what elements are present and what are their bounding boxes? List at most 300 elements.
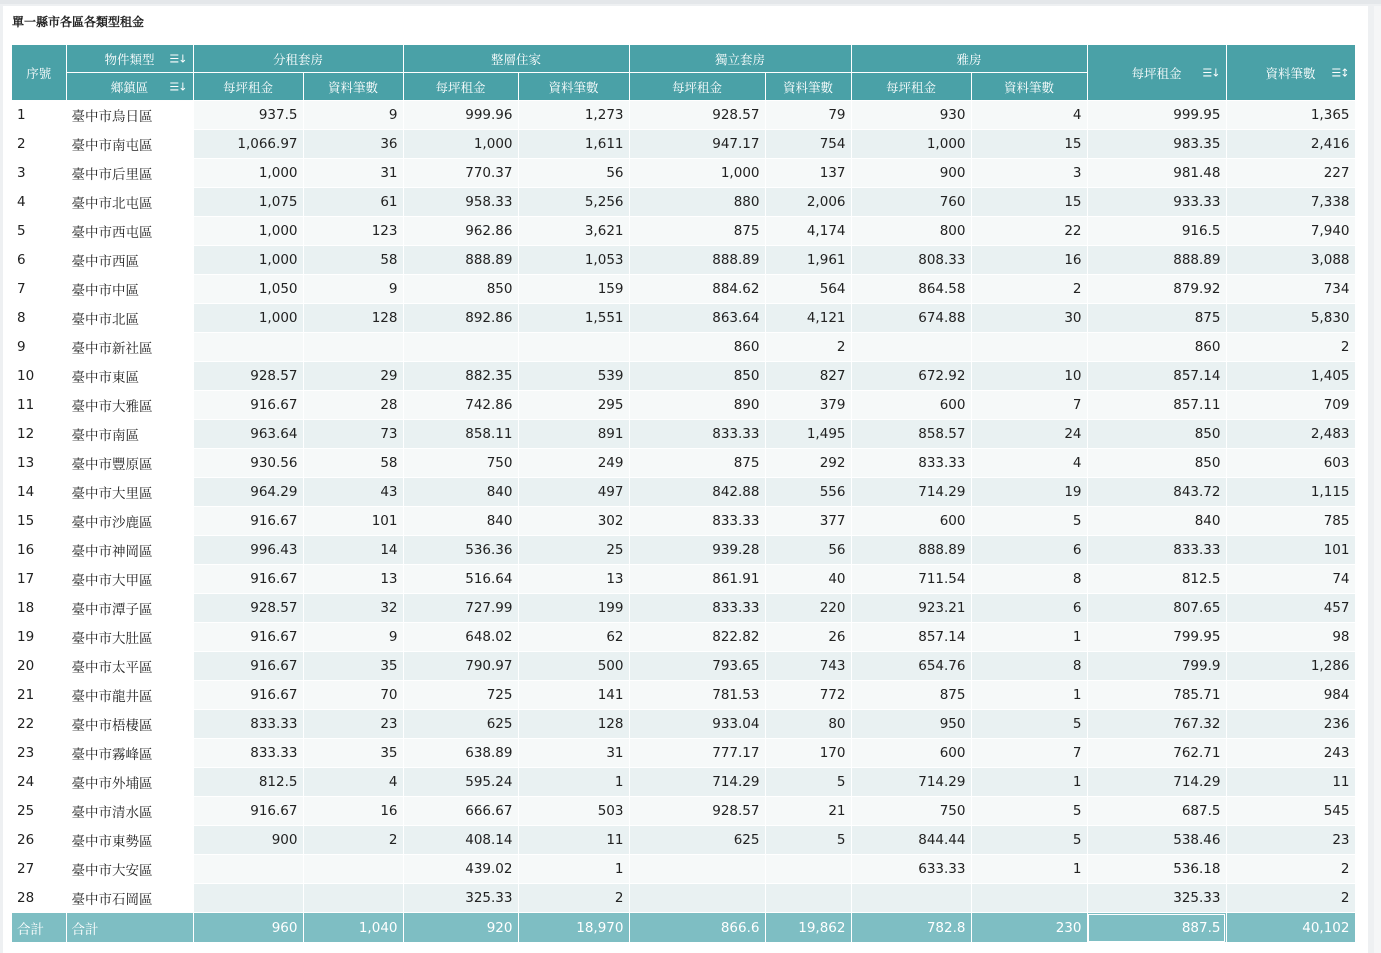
value-cell: 633.33	[851, 855, 971, 884]
district-cell: 臺中市南區	[66, 420, 193, 449]
value-cell: 539	[518, 362, 629, 391]
value-cell: 937.5	[193, 101, 303, 130]
value-cell: 7,940	[1226, 217, 1355, 246]
value-cell: 750	[403, 449, 518, 478]
value-cell: 923.21	[851, 594, 971, 623]
sort-icon[interactable]: ☰↓	[169, 80, 187, 93]
row-index-cell: 17	[12, 565, 66, 594]
value-cell: 2	[765, 333, 851, 362]
value-cell: 772	[765, 681, 851, 710]
value-cell: 864.58	[851, 275, 971, 304]
value-cell: 4,121	[765, 304, 851, 333]
value-cell	[303, 884, 403, 913]
table-row[interactable]	[12, 101, 1355, 130]
value-cell: 6	[971, 536, 1087, 565]
value-cell: 916.67	[193, 797, 303, 826]
report-card	[3, 6, 1368, 953]
value-cell: 638.89	[403, 739, 518, 768]
value-cell: 600	[851, 391, 971, 420]
value-cell: 439.02	[403, 855, 518, 884]
value-cell: 950	[851, 710, 971, 739]
value-cell: 930	[851, 101, 971, 130]
row-index-cell: 21	[12, 681, 66, 710]
value-cell	[193, 855, 303, 884]
value-cell: 302	[518, 507, 629, 536]
value-cell: 833.33	[629, 594, 765, 623]
row-index-cell: 6	[12, 246, 66, 275]
value-cell: 762.71	[1087, 739, 1226, 768]
value-cell: 14	[303, 536, 403, 565]
row-index-cell: 合計	[12, 913, 66, 943]
header-district[interactable]: 鄉鎮區 ☰↓	[66, 73, 193, 101]
row-index-cell: 1	[12, 101, 66, 130]
value-cell: 516.64	[403, 565, 518, 594]
value-cell: 1,551	[518, 304, 629, 333]
value-cell: 888.89	[403, 246, 518, 275]
table-header	[12, 45, 1355, 101]
row-index-cell: 9	[12, 333, 66, 362]
value-cell: 13	[518, 565, 629, 594]
value-cell: 1,000	[193, 304, 303, 333]
district-cell: 臺中市潭子區	[66, 594, 193, 623]
value-cell: 79	[765, 101, 851, 130]
district-cell: 臺中市西區	[66, 246, 193, 275]
value-cell: 2	[1226, 884, 1355, 913]
value-cell: 875	[629, 449, 765, 478]
district-cell: 臺中市東區	[66, 362, 193, 391]
header-total-rent[interactable]: 每坪租金 ☰↓	[1087, 45, 1226, 101]
value-cell: 1,050	[193, 275, 303, 304]
value-cell: 875	[629, 217, 765, 246]
value-cell: 325.33	[403, 884, 518, 913]
value-cell: 880	[629, 188, 765, 217]
row-index-cell: 20	[12, 652, 66, 681]
value-cell	[851, 884, 971, 913]
value-cell: 2,483	[1226, 420, 1355, 449]
value-cell: 2	[1226, 855, 1355, 884]
value-cell	[193, 333, 303, 362]
header-index: 序號	[12, 45, 66, 101]
table-row[interactable]	[12, 217, 1355, 246]
value-cell: 5	[971, 507, 1087, 536]
value-cell: 9	[303, 101, 403, 130]
total-row	[12, 913, 1355, 943]
value-cell: 1,495	[765, 420, 851, 449]
value-cell: 858.57	[851, 420, 971, 449]
value-cell: 1,000	[851, 130, 971, 159]
value-cell: 785	[1226, 507, 1355, 536]
value-cell	[303, 855, 403, 884]
value-cell: 13	[303, 565, 403, 594]
value-cell: 73	[303, 420, 403, 449]
value-cell: 23	[1226, 826, 1355, 855]
value-cell: 457	[1226, 594, 1355, 623]
value-cell: 884.62	[629, 275, 765, 304]
value-cell: 56	[518, 159, 629, 188]
value-cell: 840	[1087, 507, 1226, 536]
district-cell: 臺中市南屯區	[66, 130, 193, 159]
table-row[interactable]	[12, 391, 1355, 420]
value-cell: 833.33	[629, 420, 765, 449]
value-cell: 4,174	[765, 217, 851, 246]
value-cell: 8	[971, 652, 1087, 681]
value-cell: 916.67	[193, 507, 303, 536]
value-cell: 833.33	[851, 449, 971, 478]
value-cell: 1	[971, 681, 1087, 710]
value-cell: 916.67	[193, 565, 303, 594]
value-cell: 887.5	[1087, 913, 1226, 943]
value-cell: 916.5	[1087, 217, 1226, 246]
subheader-count: 資料筆數	[518, 73, 629, 101]
value-cell: 5,830	[1226, 304, 1355, 333]
value-cell: 920	[403, 913, 518, 943]
value-cell: 857.14	[1087, 362, 1226, 391]
value-cell: 236	[1226, 710, 1355, 739]
district-cell: 臺中市龍井區	[66, 681, 193, 710]
value-cell: 7,338	[1226, 188, 1355, 217]
header-total-count[interactable]: 資料筆數 ☰↕	[1226, 45, 1355, 101]
value-cell: 379	[765, 391, 851, 420]
table-row[interactable]	[12, 710, 1355, 739]
district-cell: 臺中市太平區	[66, 652, 193, 681]
value-cell: 900	[851, 159, 971, 188]
value-cell: 891	[518, 420, 629, 449]
value-cell: 16	[303, 797, 403, 826]
value-cell: 857.11	[1087, 391, 1226, 420]
value-cell: 799.9	[1087, 652, 1226, 681]
district-cell: 臺中市北區	[66, 304, 193, 333]
value-cell: 800	[851, 217, 971, 246]
value-cell: 2	[518, 884, 629, 913]
value-cell: 564	[765, 275, 851, 304]
district-cell: 臺中市新社區	[66, 333, 193, 362]
value-cell: 123	[303, 217, 403, 246]
value-cell	[765, 884, 851, 913]
table-row[interactable]	[12, 304, 1355, 333]
value-cell: 29	[303, 362, 403, 391]
table-row[interactable]	[12, 159, 1355, 188]
value-cell: 981.48	[1087, 159, 1226, 188]
value-cell: 23	[303, 710, 403, 739]
value-cell: 30	[971, 304, 1087, 333]
value-cell: 538.46	[1087, 826, 1226, 855]
value-cell: 928.57	[193, 594, 303, 623]
value-cell: 648.02	[403, 623, 518, 652]
value-cell: 790.97	[403, 652, 518, 681]
value-cell	[303, 333, 403, 362]
value-cell: 858.11	[403, 420, 518, 449]
row-index-cell: 7	[12, 275, 66, 304]
value-cell: 857.14	[851, 623, 971, 652]
value-cell: 2	[1226, 333, 1355, 362]
value-cell: 2,006	[765, 188, 851, 217]
value-cell: 782.8	[851, 913, 971, 943]
table-row[interactable]	[12, 884, 1355, 913]
rent-table	[12, 45, 1356, 943]
value-cell: 1,405	[1226, 362, 1355, 391]
value-cell: 882.35	[403, 362, 518, 391]
value-cell: 2	[971, 275, 1087, 304]
value-cell: 5	[971, 710, 1087, 739]
value-cell: 840	[403, 507, 518, 536]
value-cell	[403, 333, 518, 362]
value-cell: 5	[765, 826, 851, 855]
value-cell: 654.76	[851, 652, 971, 681]
value-cell: 767.32	[1087, 710, 1226, 739]
table-row[interactable]	[12, 739, 1355, 768]
table-row[interactable]	[12, 130, 1355, 159]
value-cell: 930.56	[193, 449, 303, 478]
value-cell: 61	[303, 188, 403, 217]
district-cell: 臺中市石岡區	[66, 884, 193, 913]
table-row[interactable]	[12, 246, 1355, 275]
value-cell: 43	[303, 478, 403, 507]
row-index-cell: 25	[12, 797, 66, 826]
value-cell: 70	[303, 681, 403, 710]
sort-icon[interactable]: ☰↓	[169, 52, 187, 65]
value-cell: 711.54	[851, 565, 971, 594]
value-cell: 860	[1087, 333, 1226, 362]
value-cell: 674.88	[851, 304, 971, 333]
value-cell: 24	[971, 420, 1087, 449]
table-row[interactable]	[12, 188, 1355, 217]
value-cell: 295	[518, 391, 629, 420]
value-cell: 777.17	[629, 739, 765, 768]
table-row[interactable]	[12, 855, 1355, 884]
value-cell: 860	[629, 333, 765, 362]
value-cell: 863.64	[629, 304, 765, 333]
value-cell: 850	[1087, 420, 1226, 449]
value-cell: 19	[971, 478, 1087, 507]
district-cell: 臺中市梧棲區	[66, 710, 193, 739]
subheader-rent: 每坪租金	[193, 73, 303, 101]
value-cell: 325.33	[1087, 884, 1226, 913]
value-cell: 7	[971, 391, 1087, 420]
value-cell: 725	[403, 681, 518, 710]
value-cell: 3	[971, 159, 1087, 188]
value-cell: 1,273	[518, 101, 629, 130]
value-cell: 32	[303, 594, 403, 623]
value-cell: 625	[629, 826, 765, 855]
district-cell: 臺中市大里區	[66, 478, 193, 507]
value-cell: 1	[971, 768, 1087, 797]
value-cell: 983.35	[1087, 130, 1226, 159]
value-cell: 916.67	[193, 623, 303, 652]
value-cell: 4	[971, 101, 1087, 130]
header-type[interactable]: 物件類型 ☰↓	[66, 45, 193, 73]
table-row[interactable]	[12, 768, 1355, 797]
value-cell: 545	[1226, 797, 1355, 826]
value-cell: 5	[971, 797, 1087, 826]
district-cell: 臺中市霧峰區	[66, 739, 193, 768]
value-cell: 833.33	[193, 739, 303, 768]
table-row[interactable]	[12, 507, 1355, 536]
value-cell: 822.82	[629, 623, 765, 652]
value-cell: 892.86	[403, 304, 518, 333]
value-cell: 1,961	[765, 246, 851, 275]
table-row[interactable]	[12, 275, 1355, 304]
value-cell: 62	[518, 623, 629, 652]
value-cell: 933.04	[629, 710, 765, 739]
value-cell: 879.92	[1087, 275, 1226, 304]
table-row[interactable]	[12, 826, 1355, 855]
value-cell: 844.44	[851, 826, 971, 855]
value-cell: 812.5	[193, 768, 303, 797]
value-cell: 714.29	[851, 768, 971, 797]
value-cell: 600	[851, 739, 971, 768]
row-index-cell: 2	[12, 130, 66, 159]
value-cell: 220	[765, 594, 851, 623]
sort-icon[interactable]: ☰↓	[1202, 66, 1220, 79]
value-cell: 2	[303, 826, 403, 855]
value-cell: 916.67	[193, 652, 303, 681]
value-cell: 808.33	[851, 246, 971, 275]
value-cell: 98	[1226, 623, 1355, 652]
value-cell: 243	[1226, 739, 1355, 768]
value-cell: 101	[1226, 536, 1355, 565]
scrollbar[interactable]	[1374, 6, 1381, 953]
value-cell: 850	[1087, 449, 1226, 478]
subheader-count: 資料筆數	[303, 73, 403, 101]
value-cell: 888.89	[851, 536, 971, 565]
table-row[interactable]	[12, 536, 1355, 565]
value-cell: 963.64	[193, 420, 303, 449]
header-group-shared-suite: 分租套房	[193, 45, 403, 73]
district-cell: 臺中市后里區	[66, 159, 193, 188]
value-cell: 850	[403, 275, 518, 304]
report-title: 單一縣市各區各類型租金	[12, 15, 145, 29]
table-row[interactable]	[12, 652, 1355, 681]
value-cell: 960	[193, 913, 303, 943]
value-cell: 962.86	[403, 217, 518, 246]
value-cell	[971, 333, 1087, 362]
district-cell: 臺中市西屯區	[66, 217, 193, 246]
value-cell: 199	[518, 594, 629, 623]
value-cell: 4	[971, 449, 1087, 478]
value-cell: 812.5	[1087, 565, 1226, 594]
row-index-cell: 24	[12, 768, 66, 797]
value-cell	[765, 855, 851, 884]
value-cell: 947.17	[629, 130, 765, 159]
value-cell: 35	[303, 652, 403, 681]
value-cell: 7	[971, 739, 1087, 768]
value-cell	[971, 884, 1087, 913]
value-cell: 58	[303, 246, 403, 275]
value-cell: 793.65	[629, 652, 765, 681]
district-cell: 臺中市烏日區	[66, 101, 193, 130]
value-cell: 35	[303, 739, 403, 768]
district-cell: 臺中市北屯區	[66, 188, 193, 217]
value-cell: 28	[303, 391, 403, 420]
table-row[interactable]	[12, 333, 1355, 362]
value-cell: 833.33	[1087, 536, 1226, 565]
value-cell: 875	[1087, 304, 1226, 333]
value-cell: 595.24	[403, 768, 518, 797]
value-cell: 5,256	[518, 188, 629, 217]
value-cell: 25	[518, 536, 629, 565]
value-cell	[193, 884, 303, 913]
row-index-cell: 15	[12, 507, 66, 536]
value-cell: 807.65	[1087, 594, 1226, 623]
table-row[interactable]	[12, 623, 1355, 652]
value-cell: 1	[518, 855, 629, 884]
value-cell: 4	[303, 768, 403, 797]
value-cell: 939.28	[629, 536, 765, 565]
value-cell: 21	[765, 797, 851, 826]
value-cell: 536.18	[1087, 855, 1226, 884]
header-group-room: 雅房	[851, 45, 1087, 73]
value-cell: 22	[971, 217, 1087, 246]
district-cell: 臺中市東勢區	[66, 826, 193, 855]
value-cell: 843.72	[1087, 478, 1226, 507]
district-cell: 臺中市大肚區	[66, 623, 193, 652]
table-row[interactable]	[12, 420, 1355, 449]
value-cell: 999.95	[1087, 101, 1226, 130]
row-index-cell: 4	[12, 188, 66, 217]
value-cell: 916.67	[193, 391, 303, 420]
value-cell: 714.29	[851, 478, 971, 507]
table-row[interactable]	[12, 449, 1355, 478]
subheader-count: 資料筆數	[971, 73, 1087, 101]
row-index-cell: 22	[12, 710, 66, 739]
district-cell: 臺中市大雅區	[66, 391, 193, 420]
value-cell: 742.86	[403, 391, 518, 420]
value-cell: 2,416	[1226, 130, 1355, 159]
value-cell: 1,611	[518, 130, 629, 159]
value-cell: 1,000	[403, 130, 518, 159]
value-cell: 40,102	[1226, 913, 1355, 943]
table-row[interactable]	[12, 594, 1355, 623]
table-row[interactable]	[12, 565, 1355, 594]
value-cell: 5	[765, 768, 851, 797]
value-cell: 1,000	[193, 217, 303, 246]
value-cell: 1,365	[1226, 101, 1355, 130]
value-cell: 687.5	[1087, 797, 1226, 826]
value-cell: 3,088	[1226, 246, 1355, 275]
subheader-rent: 每坪租金	[403, 73, 518, 101]
value-cell: 36	[303, 130, 403, 159]
value-cell: 74	[1226, 565, 1355, 594]
table-row[interactable]	[12, 797, 1355, 826]
value-cell: 80	[765, 710, 851, 739]
table-row[interactable]	[12, 681, 1355, 710]
value-cell: 714.29	[629, 768, 765, 797]
value-cell: 727.99	[403, 594, 518, 623]
value-cell: 170	[765, 739, 851, 768]
value-cell: 900	[193, 826, 303, 855]
header-group-studio: 獨立套房	[629, 45, 851, 73]
value-cell: 3,621	[518, 217, 629, 246]
value-cell: 933.33	[1087, 188, 1226, 217]
row-index-cell: 19	[12, 623, 66, 652]
value-cell: 850	[629, 362, 765, 391]
row-index-cell: 11	[12, 391, 66, 420]
row-index-cell: 16	[12, 536, 66, 565]
district-cell: 臺中市大甲區	[66, 565, 193, 594]
table-row[interactable]	[12, 362, 1355, 391]
value-cell: 760	[851, 188, 971, 217]
value-cell: 227	[1226, 159, 1355, 188]
value-cell: 984	[1226, 681, 1355, 710]
subheader-rent: 每坪租金	[629, 73, 765, 101]
value-cell: 1	[971, 855, 1087, 884]
sort-icon[interactable]: ☰↕	[1331, 66, 1349, 79]
table-row[interactable]	[12, 478, 1355, 507]
value-cell: 8	[971, 565, 1087, 594]
value-cell: 56	[765, 536, 851, 565]
row-index-cell: 5	[12, 217, 66, 246]
value-cell: 996.43	[193, 536, 303, 565]
